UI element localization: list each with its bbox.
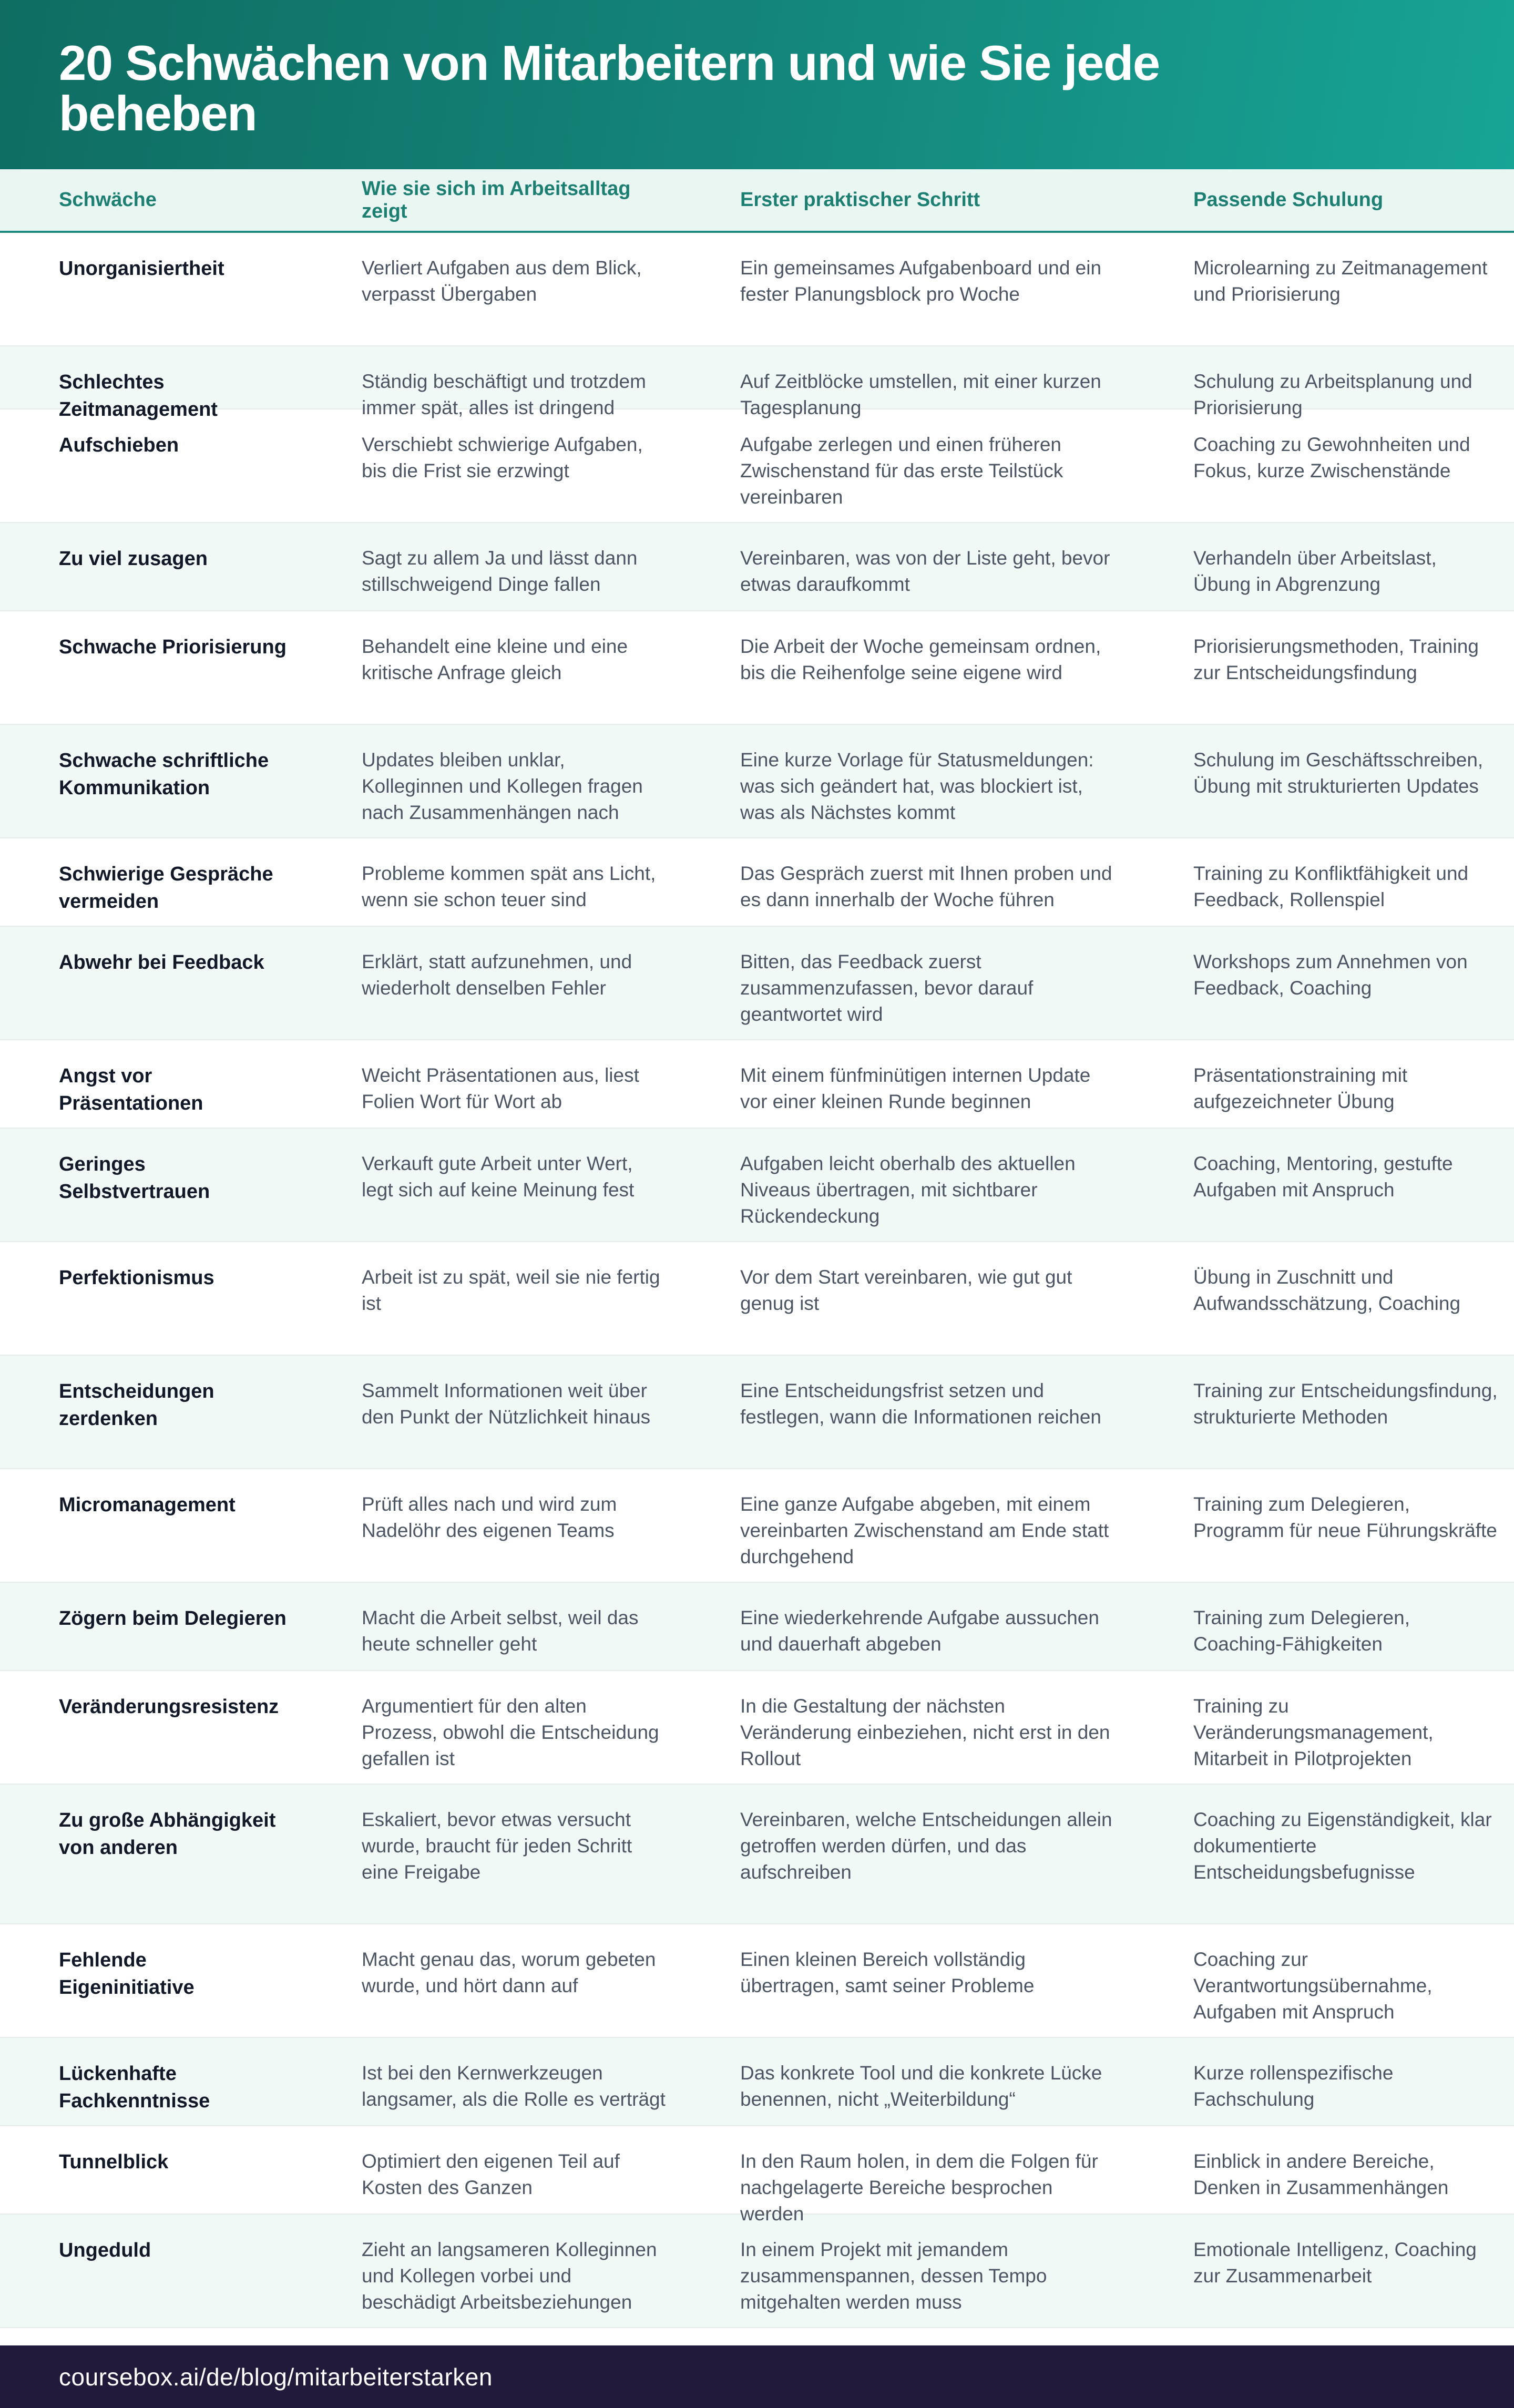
- weakness-cell: Lückenhafte Fachkenntnisse: [59, 2063, 210, 2112]
- weakness-cell: Perfektionismus: [59, 1267, 214, 1289]
- column-header-training: Passende Schulung: [1193, 189, 1384, 211]
- first-step-cell: Mit einem fünfminütigen internen Update vor einer kleinen Runde beginnen: [740, 1064, 1091, 1112]
- weakness-cell: Zögern beim Delegieren: [59, 1607, 287, 1630]
- symptom-cell: Zieht an langsameren Kolleginnen und Kollegen vorbei und beschädigt Arbeitsbeziehungen: [362, 2239, 657, 2313]
- table-row: [0, 1129, 1514, 1242]
- first-step-cell: Vereinbaren, was von der Liste geht, bevor etwas daraufkommt: [740, 547, 1110, 595]
- symptom-cell: Updates bleiben unklar, Kolleginnen und Kollegen fragen nach Zusammenhängen nach: [362, 749, 643, 823]
- symptom-cell: Argumentiert für den alten Prozess, obwohl die Entscheidung gefallen ist: [362, 1695, 659, 1769]
- training-cell: Präsentationstraining mit aufgezeichneter Übung: [1193, 1064, 1408, 1112]
- training-cell: Coaching zur Verantwortungsübernahme, Aufgaben mit Anspruch: [1193, 1949, 1433, 2023]
- symptom-cell: Macht genau das, worum gebeten wurde, und hört dann auf: [362, 1949, 656, 1996]
- symptom-cell: Verkauft gute Arbeit unter Wert, legt sich auf keine Meinung fest: [362, 1153, 635, 1201]
- weakness-cell: Schwierige Gespräche vermeiden: [59, 863, 273, 913]
- weakness-cell: Schlechtes Zeitmanagement: [59, 371, 218, 421]
- training-cell: Priorisierungsmethoden, Training zur Entscheidungsfindung: [1193, 636, 1479, 683]
- weakness-cell: Unorganisiertheit: [59, 258, 224, 280]
- weakness-cell: Micromanagement: [59, 1494, 236, 1516]
- training-cell: Schulung im Geschäftsschreiben, Übung mit strukturierten Updates: [1193, 749, 1484, 797]
- training-cell: Workshops zum Annehmen von Feedback, Coaching: [1193, 951, 1468, 999]
- symptom-cell: Erklärt, statt aufzunehmen, und wiederholt denselben Fehler: [362, 951, 632, 999]
- weakness-cell: Aufschieben: [59, 434, 179, 456]
- first-step-cell: Vor dem Start vereinbaren, wie gut gut genug ist: [740, 1266, 1072, 1314]
- training-cell: Coaching, Mentoring, gestufte Aufgaben mit Anspruch: [1193, 1153, 1453, 1201]
- table-row: [0, 409, 1514, 523]
- first-step-cell: Das Gespräch zuerst mit Ihnen proben und es dann innerhalb der Woche führen: [740, 863, 1112, 910]
- table-row: [0, 2215, 1514, 2328]
- footer-bar: [0, 2345, 1514, 2408]
- table-header: [0, 169, 1514, 233]
- first-step-cell: Eine wiederkehrende Aufgabe aussuchen und dauerhaft abgeben: [740, 1607, 1099, 1655]
- table-row: [0, 1785, 1514, 1924]
- training-cell: Einblick in andere Bereiche, Denken in Zusammenhängen: [1193, 2150, 1449, 2198]
- table-row: [0, 523, 1514, 611]
- training-cell: Schulung zu Arbeitsplanung und Priorisierung: [1193, 371, 1472, 418]
- training-cell: Übung in Zuschnitt und Aufwandsschätzung, Coaching: [1193, 1266, 1461, 1314]
- first-step-cell: Aufgaben leicht oberhalb des aktuellen Niveaus übertragen, mit sichtbarer Rückendeckung: [740, 1153, 1076, 1227]
- first-step-cell: Die Arbeit der Woche gemeinsam ordnen, bis die Reihenfolge seine eigene wird: [740, 636, 1101, 683]
- symptom-cell: Ist bei den Kernwerkzeugen langsamer, als die Rolle es verträgt: [362, 2062, 666, 2110]
- weakness-cell: Schwache Priorisierung: [59, 636, 287, 658]
- first-step-cell: In die Gestaltung der nächsten Veränderung einbeziehen, nicht erst in den Rollout: [740, 1695, 1110, 1769]
- first-step-cell: Eine ganze Aufgabe abgeben, mit einem vereinbarten Zwischenstand am Ende statt durchgehend: [740, 1493, 1109, 1567]
- column-header-weakness: Schwäche: [59, 189, 157, 211]
- table-row: [0, 1924, 1514, 2038]
- weakness-cell: Tunnelblick: [59, 2151, 169, 2173]
- symptom-cell: Behandelt eine kleine und eine kritische Anfrage gleich: [362, 636, 628, 683]
- column-header-first-step: Erster praktischer Schritt: [740, 189, 980, 211]
- table-row: [0, 838, 1514, 927]
- training-cell: Coaching zu Gewohnheiten und Fokus, kurze Zwischenstände: [1193, 434, 1470, 481]
- footer-url: coursebox.ai/de/blog/mitarbeiterstarken: [59, 2363, 493, 2391]
- weakness-cell: Fehlende Eigeninitiative: [59, 1949, 195, 1999]
- training-cell: Verhandeln über Arbeitslast, Übung in Abgrenzung: [1193, 547, 1437, 595]
- first-step-cell: Aufgabe zerlegen und einen früheren Zwischenstand für das erste Teilstück vereinbaren: [740, 434, 1063, 508]
- symptom-cell: Eskaliert, bevor etwas versucht wurde, braucht für jeden Schritt eine Freigabe: [362, 1809, 632, 1883]
- training-cell: Emotionale Intelligenz, Coaching zur Zusammenarbeit: [1193, 2239, 1477, 2287]
- first-step-cell: Einen kleinen Bereich vollständig übertragen, samt seiner Probleme: [740, 1949, 1035, 1996]
- training-cell: Kurze rollenspezifische Fachschulung: [1193, 2062, 1394, 2110]
- training-cell: Training zur Entscheidungsfindung, strukturierte Methoden: [1193, 1380, 1498, 1428]
- table-body: [0, 233, 1514, 2328]
- symptom-cell: Sammelt Informationen weit über den Punkt der Nützlichkeit hinaus: [362, 1380, 651, 1428]
- training-cell: Training zu Konfliktfähigkeit und Feedback, Rollenspiel: [1193, 863, 1469, 910]
- symptom-cell: Prüft alles nach und wird zum Nadelöhr des eigenen Teams: [362, 1493, 617, 1541]
- first-step-cell: Bitten, das Feedback zuerst zusammenzufassen, bevor darauf geantwortet wird: [740, 951, 1034, 1025]
- symptom-cell: Sagt zu allem Ja und lässt dann stillschweigend Dinge fallen: [362, 547, 638, 595]
- weakness-cell: Zu große Abhängigkeit von anderen: [59, 1809, 276, 1859]
- weakness-cell: Schwache schriftliche Kommunikation: [59, 750, 269, 799]
- first-step-cell: Das konkrete Tool und die konkrete Lücke benennen, nicht „Weiterbildung“: [740, 2062, 1102, 2110]
- first-step-cell: Vereinbaren, welche Entscheidungen allein getroffen werden dürfen, und das aufschreiben: [740, 1809, 1112, 1883]
- table-row: [0, 346, 1514, 421]
- column-header-symptom: Wie sie sich im Arbeitsalltag zeigt: [362, 177, 631, 222]
- first-step-cell: Eine kurze Vorlage für Statusmeldungen: was sich geändert hat, was blockiert ist, was als Nächstes kommt: [740, 749, 1094, 823]
- table-row: [0, 2038, 1514, 2126]
- table-row: [0, 1242, 1514, 1356]
- weakness-cell: Zu viel zusagen: [59, 548, 208, 570]
- first-step-cell: Eine Entscheidungsfrist setzen und festlegen, wann die Informationen reichen: [740, 1380, 1101, 1428]
- training-cell: Training zum Delegieren, Coaching-Fähigkeiten: [1193, 1607, 1410, 1655]
- table-row: [0, 611, 1514, 725]
- training-cell: Training zu Veränderungsmanagement, Mitarbeit in Pilotprojekten: [1193, 1695, 1434, 1769]
- weakness-cell: Ungeduld: [59, 2239, 151, 2261]
- symptom-cell: Optimiert den eigenen Teil auf Kosten des Ganzen: [362, 2150, 620, 2198]
- training-cell: Training zum Delegieren, Programm für neue Führungskräfte: [1193, 1493, 1497, 1541]
- symptom-cell: Verschiebt schwierige Aufgaben, bis die Frist sie erzwingt: [362, 434, 643, 481]
- weakness-cell: Entscheidungen zerdenken: [59, 1380, 214, 1430]
- symptom-cell: Arbeit ist zu spät, weil sie nie fertig ist: [362, 1266, 660, 1314]
- weakness-cell: Angst vor Präsentationen: [59, 1065, 203, 1114]
- table-row: [0, 725, 1514, 838]
- page-title: 20 Schwächen von Mitarbeitern und wie Sie jede beheben: [59, 35, 1160, 141]
- weakness-cell: Abwehr bei Feedback: [59, 951, 264, 974]
- first-step-cell: Ein gemeinsames Aufgabenboard und ein fester Planungsblock pro Woche: [740, 257, 1102, 305]
- weakness-cell: Geringes Selbstvertrauen: [59, 1153, 210, 1203]
- symptom-cell: Probleme kommen spät ans Licht, wenn sie schon teuer sind: [362, 863, 656, 910]
- symptom-cell: Verliert Aufgaben aus dem Blick, verpasst Übergaben: [362, 257, 642, 305]
- table-row: [0, 2126, 1514, 2225]
- symptom-cell: Ständig beschäftigt und trotzdem immer spät, alles ist dringend: [362, 371, 646, 418]
- table-row: [0, 1469, 1514, 1583]
- first-step-cell: In einem Projekt mit jemandem zusammenspannen, dessen Tempo mitgehalten werden muss: [740, 2239, 1047, 2313]
- first-step-cell: In den Raum holen, in dem die Folgen für nachgelagerte Bereiche besprochen werden: [740, 2150, 1098, 2225]
- table-row: [0, 1356, 1514, 1469]
- table-row: [0, 1583, 1514, 1671]
- symptom-cell: Macht die Arbeit selbst, weil das heute schneller geht: [362, 1607, 639, 1655]
- table-row: [0, 927, 1514, 1040]
- table-row: [0, 1671, 1514, 1785]
- training-cell: Microlearning zu Zeitmanagement und Priorisierung: [1193, 257, 1488, 305]
- header-banner: [0, 0, 1514, 169]
- symptom-cell: Weicht Präsentationen aus, liest Folien Wort für Wort ab: [362, 1064, 639, 1112]
- table-row: [0, 233, 1514, 346]
- first-step-cell: Auf Zeitblöcke umstellen, mit einer kurzen Tagesplanung: [740, 371, 1101, 418]
- training-cell: Coaching zu Eigenständigkeit, klar dokumentierte Entscheidungsbefugnisse: [1193, 1809, 1492, 1883]
- weakness-cell: Veränderungsresistenz: [59, 1696, 279, 1718]
- table-row: [0, 1040, 1514, 1129]
